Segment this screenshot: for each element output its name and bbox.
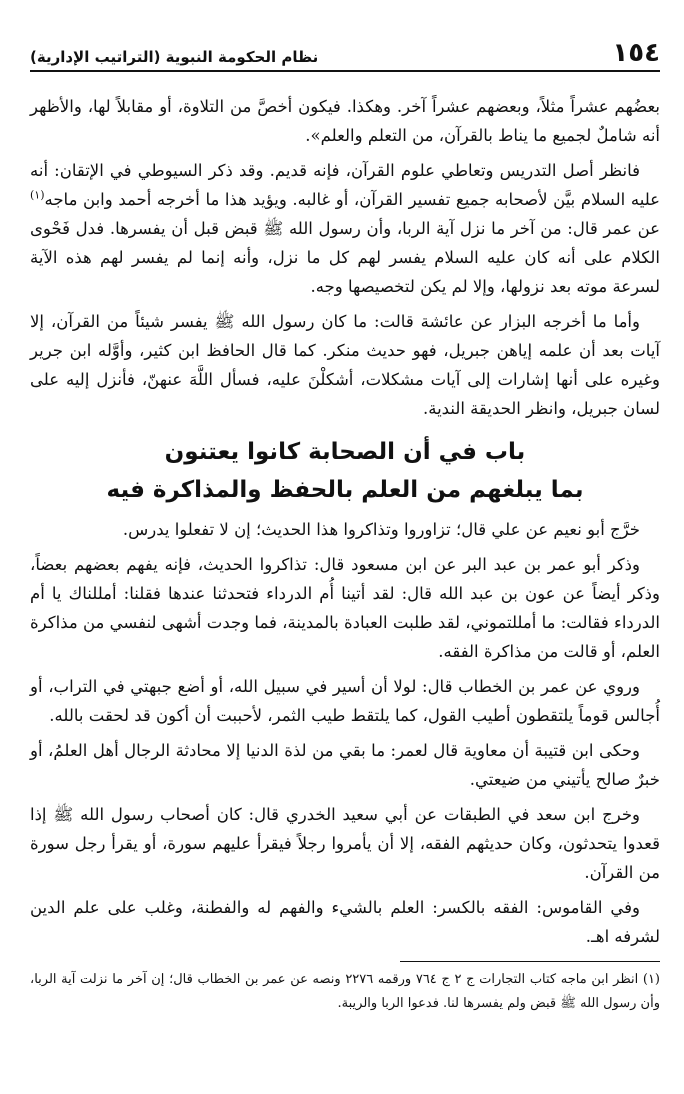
paragraph-text: فانظر أصل التدريس وتعاطي علوم القرآن، فإنه قديم. وقد ذكر السيوطي في الإتقان: أنه عليه السلام بيَّن لأصحابه جميع تفسير القرآن، أو غالبه. ويؤيد هذا ما أخرجه أحمد وابن ماجه — [30, 161, 660, 209]
paragraph: بعضُهم عشراً مثلاً، وبعضهم عشراً آخر. وهكذا. فيكون أخصَّ من التلاوة، أو مقابلاً لها، والأظهر أنه شاملٌ لجميع ما يناط بالقرآن، من التعلم والعلم». — [30, 97, 660, 145]
paragraph: خرَّج أبو نعيم عن علي قال؛ تزاوروا وتذاكروا هذا الحديث؛ إن لا تفعلوا يدرس. — [122, 520, 640, 539]
paragraph-text: عن عمر قال: من آخر ما نزل آية الربا، وأن رسول الله ﷺ قبض قبل أن يفسرها. فدل فَحْوى الكلام على أنه كان عليه السلام يفسر لهم كل ما نزل، وأنه إنما لم يفسر لهم هذه الآية لسرعة موته بعد نزولها، وإلا لم يكن لتخصيصها وجه. — [30, 219, 660, 296]
page-body — [30, 92, 660, 951]
running-title: نظام الحكومة النبوية (التراتيب الإدارية) — [30, 48, 319, 66]
page-number: ١٥٤ — [612, 38, 660, 68]
paragraph — [30, 156, 660, 301]
paragraph: وخرج ابن سعد في الطبقات عن أبي سعيد الخدري قال: كان أصحاب رسول الله ﷺ إذا قعدوا يتحدثون، وكان حديثهم الفقه، إلا أن يأمروا رجلاً فيقرأ عليهم سورة، أو يقرأ رجل سورة من القرآن. — [30, 805, 660, 882]
paragraph: وذكر أبو عمر بن عبد البر عن ابن مسعود قال: تذاكروا الحديث، فإنه يفهم بعضهم بعضاً، وذكر أيضاً عن عون بن عبد الله قال: لقد أتينا أُم الدرداء فتحدثنا عندها فقلنا: أمللناك يا أم الدرداء فقالت: ما أمللتموني، لقد طلبت العبادة بالمدينة، فما وجدت أشهى لنفسي من مذاكرة العلم، أو قالت من مذاكرة الفقه. — [30, 555, 660, 661]
page-header — [30, 40, 660, 72]
footnote-divider — [400, 961, 660, 962]
section-title — [30, 433, 660, 509]
paragraph: وحكى ابن قتيبة أن معاوية قال لعمر: ما بقي من لذة الدنيا إلا محادثة الرجال أهل العلمُ، أو خبرٌ صالح يأتيني من ضيعتي. — [30, 741, 660, 789]
paragraph: وأما ما أخرجه البزار عن عائشة قالت: ما كان رسول الله ﷺ يفسر شيئاً من القرآن، إلا آيات بعد أن علمه إياهن جبريل، فهو حديث منكر. كما قال الحافظ ابن كثير، وأوَّله ابن جرير وغيره على أنها إشارات إلى آيات مشكلات، أشكلْنَ عليه، فسأل اللَّهَ عنهنّ، فأنزل إليه على لسان جبريل، وانظر الحديقة الندية. — [30, 312, 660, 418]
section-title-line: باب في أن الصحابة كانوا يعتنون — [164, 439, 526, 465]
footnote: (١) انظر ابن ماجه كتاب التجارات ج ٢ ج ٧٦٤ ورقمه ٢٢٧٦ ونصه عن عمر بن الخطاب قال؛ إن آخر ما نزلت آية الربا، وأن رسول الله ﷺ قبض ولم يفسرها لنا. فدعوا الربا والريبة. — [30, 972, 660, 1011]
section-title-line: بما يبلغهم من العلم بالحفظ والمذاكرة فيه — [106, 477, 584, 503]
paragraph: وروي عن عمر بن الخطاب قال: لولا أن أسير في سبيل الله، أو أضع جبهتي في التراب، أو أُجالس قوماً يلتقطون أطيب القول، كما يلتقط طيب الثمر، لأحببت أن أكون قد لحقت بالله. — [30, 677, 660, 725]
footnote-reference[interactable]: (١) — [30, 188, 45, 202]
paragraph: وفي القاموس: الفقه بالكسر: العلم بالشيء والفهم له والفطنة، وغلب على علم الدين لشرفه اهـ. — [30, 898, 660, 946]
book-page — [30, 40, 660, 1016]
